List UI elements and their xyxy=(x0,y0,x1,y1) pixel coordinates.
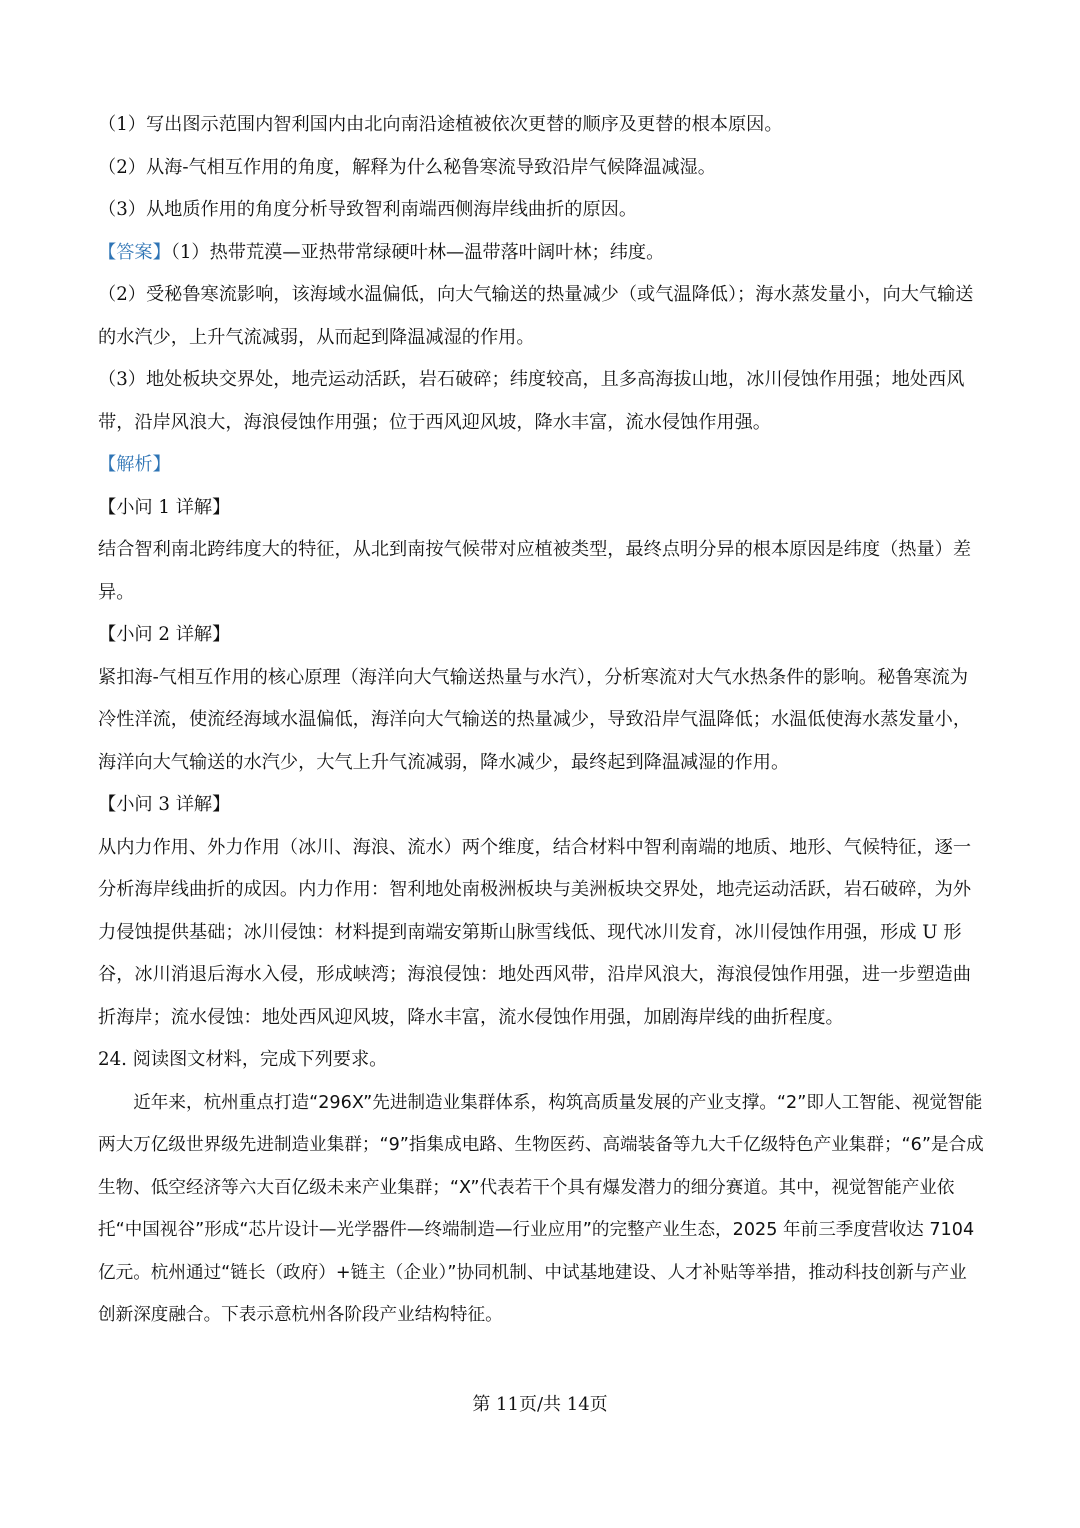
answer-3: （3）地处板块交界处，地壳运动活跃，岩石破碎；纬度较高，且多高海拔山地，冰川侵蚀作用强；地处西风带，沿岸风浪大，海浪侵蚀作用强；位于西风迎风坡，降水丰富，流水侵蚀作用强。 xyxy=(98,369,965,433)
question-1: （1）写出图示范围内智利国内由北向南沿途植被依次更替的顺序及更替的根本原因。 xyxy=(98,114,783,135)
question-3: （3）从地质作用的角度分析导致智利南端西侧海岸线曲折的原因。 xyxy=(98,199,638,220)
question-2: （2）从海-气相互作用的角度，解释为什么秘鲁寒流导致沿岸气候降温减湿。 xyxy=(98,156,716,178)
page-content xyxy=(98,104,984,1337)
sub-question-1-heading: 【小问 1 详解】 xyxy=(98,496,231,518)
page-number: 第 11页/共 14页 xyxy=(472,1394,608,1415)
analysis-tag: 【解析】 xyxy=(98,454,171,475)
sub-question-2-detail: 紧扣海-气相互作用的核心原理（海洋向大气输送热量与水汽），分析寒流对大气水热条件的影响。秘鲁寒流为冷性洋流，使流经海域水温偏低，海洋向大气输送的热量减少，导致沿岸气温降低；水温低使海水蒸发量小，海洋向大气输送的水汽少，大气上升气流减弱，降水减少，最终起到降温减湿的作用。 xyxy=(98,666,972,773)
answer-1-line xyxy=(98,232,984,275)
sub-question-1-detail: 结合智利南北跨纬度大的特征，从北到南按气候带对应植被类型，最终点明分异的根本原因是纬度（热量）差异。 xyxy=(98,539,972,603)
answer-1: （1）热带荒漠—亚热带常绿硬叶林—温带落叶阔叶林；纬度。 xyxy=(170,241,665,263)
sub-question-3-detail: 从内力作用、外力作用（冰川、海浪、流水）两个维度，结合材料中智利南端的地质、地形、气候特征，逐一分析海岸线曲折的成因。内力作用：智利地处南极洲板块与美洲板块交界处，地壳运动活跃，岩石破碎，为外力侵蚀提供基础；冰川侵蚀：材料提到南端安第斯山脉雪线低、现代冰川发育，冰川侵蚀作用强，形成 U 形谷，冰川消退后海水入侵，形成峡湾；海浪侵蚀：地处西风带，沿岸风浪大，海浪侵蚀作用强，进一步塑造曲折海岸；流水侵蚀：地处西风迎风坡，降水丰富，流水侵蚀作用强，加剧海岸线的曲折程度。 xyxy=(98,836,972,1028)
question-24-title: 24. 阅读图文材料，完成下列要求。 xyxy=(98,1049,388,1070)
sub-question-2-heading: 【小问 2 详解】 xyxy=(98,624,231,645)
answer-2: （2）受秘鲁寒流影响，该海域水温偏低，向大气输送的热量减少（或气温降低）；海水蒸发量小，向大气输送的水汽少，上升气流减弱，从而起到降温减湿的作用。 xyxy=(98,284,974,348)
answer-tag: 【答案】 xyxy=(98,241,171,263)
question-24-passage: 近年来，杭州重点打造“296X”先进制造业集群体系，构筑高质量发展的产业支撑。“2”即人工智能、视觉智能两大万亿级世界级先进制造业集群；“9”指集成电路、生物医药、高端装备等九大千亿级特色产业集群；“6”是合成生物、低空经济等六大百亿级未来产业集群；“X”代表若干个具有爆发潜力的细分赛道。其中，视觉智能产业依托“中国视谷”形成“芯片设计—光学器件—终端制造—行业应用”的完整产业生态，2025 年前三季度营收达 7104 亿元。杭州通过“链长（政府）+链主（企业）”协同机制、中试基地建设、人才补贴等举措，推动科技创新与产业创新深度融合。下表示意杭州各阶段产业结构特征。 xyxy=(98,1092,984,1325)
sub-question-3-heading: 【小问 3 详解】 xyxy=(98,794,231,815)
